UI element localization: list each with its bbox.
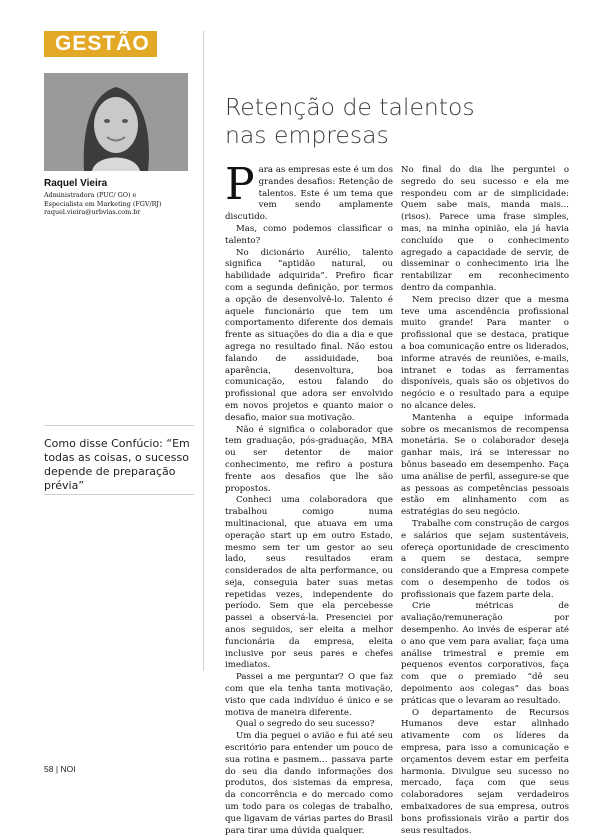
quote-top-rule (44, 425, 194, 426)
paragraph: Trabalhe com construção de cargos e salários que sejam sustentáveis, ofereça oportunidade de crescimento a quem se destaca, sempre considerando que a Empresa compete com o desempenho de todos os profissionais que fazem parte dela. (401, 518, 569, 600)
paragraph: No dicionário Aurélio, talento significa “aptidão natural, ou habilidade adquirida”. Prefiro ficar com a segunda definição, por termos a opção de desenvolvê-lo. Talento é aquele funcionário que tem um comportamento diferente dos demais frente as situações do dia a dia e que agrega no resultado final. Não estou falando de assiduidade, boa aparência, desenvoltura, boa comunicação, estou falando do profissional que adora ser envolvido em novos projetos e quanto maior o desafio, maior sua motivação. (225, 247, 393, 423)
quote-bottom-rule (44, 494, 194, 495)
article-column-1 (225, 159, 393, 837)
magazine-name: NOI (60, 764, 76, 774)
article-title: Retenção de talentos nas empresas (225, 93, 475, 149)
paragraph: Passei a me perguntar? O que faz com que ela tenha tanta motivação, visto que cada indivíduo é único e se motiva de maneira diferente. (225, 672, 393, 718)
drop-cap: P (225, 159, 255, 210)
paragraph: Não é significa o colaborador que tem graduação, pós-graduação, MBA ou ser detentor de maior conhecimento, me refiro a postura frente aos desafios que lhe são propostos. (225, 424, 393, 494)
pull-quote: Como disse Confúcio: “Em todas as coisas, o sucesso depende de preparação prévia” (44, 437, 190, 492)
paragraph: Nem preciso dizer que a mesma teve uma ascendência profissional muito grande! Para manter o profissional que se destaca, pratique a boa comunicação entre os liderados, informe através de reuniões, e-mails, intranet e todas as ferramentas disponíveis, quais são os objetivos do negócio e o resultado para a equipe no alcance deles. (401, 294, 569, 411)
author-photo (44, 73, 188, 171)
page-footer (44, 764, 76, 774)
paragraph: O departamento de Recursos Humanos deve estar alinhado ativamente com os líderes da empresa, para isso a comunicação e orçamentos devem estar em perfeita harmonia. Divulgue seu sucesso no mercado, faça com que seus colaboradores sejam verdadeiros embaixadores de sua empresa, outros bons profissionais virão a partir dos seus resultados. (401, 707, 569, 836)
author-email: raquel.vieira@urbvias.com.br (44, 208, 141, 216)
article-column-2 (401, 165, 569, 837)
paragraph: Um dia peguei o avião e fui até seu escritório para entender um pouco de sua rotina e pasmem... passava parte do seu dia dando informações dos produtos, dos sistemas da empresa, da concorrência e do mercado como um todo para os colegas de trabalho, que ligavam de várias partes do Brasil para tirar uma dúvida qualquer. (225, 731, 393, 836)
page-number: 58 (44, 764, 54, 774)
author-credential-2: Especialista em Marketing (FGV/RJ) (44, 199, 162, 208)
footer-separator: | (55, 764, 59, 774)
paragraph: Qual o segredo do seu sucesso? (236, 719, 375, 730)
paragraph: Para as empresas este é um dos grandes desafios: Retenção de talentos. Este é um tema que vem sendo amplamente discutido. (225, 159, 393, 223)
column-divider (203, 31, 204, 671)
author-name: Raquel Vieira (44, 178, 108, 189)
author-info (44, 178, 200, 217)
paragraph: Crie métricas de avaliação/remuneração por desempenho. Ao invés de esperar até o ano que vem para avaliar, faça uma análise trimestral e premie em pequenos eventos corporativos, faça com que o premiado “dê seu depoimento aos colegas” das boas práticas que o levaram ao resultado. (401, 601, 569, 706)
paragraph: Mas, como podemos classificar o talento? (225, 223, 393, 246)
paragraph: No final do dia lhe perguntei o segredo do seu sucesso e ela me respondeu com ar de simplicidade: Quem sabe mais, manda mais... (risos). Parece uma frase simples, mas, na minha opinião, ela já havia concluído que o conhecimento agregado a capacidade de servir, de disseminar o conhecimento iria lhe rentabilizar em reconhecimento dentro da companhia. (401, 165, 569, 293)
portrait-image (44, 73, 188, 171)
paragraph: Conheci uma colaboradora que trabalhou comigo numa multinacional, que atuava em uma operação start up em outro Estado, mesmo sem ter um gestor ao seu lado, seus resultados eram considerados de alta performance, ou seja, conseguia bater suas metas repetidas vezes, independente do período. Sem que ela percebesse passei a observá-la. Presenciei por anos seguidos, ser eleita a melhor funcionária da empresa, eleita inclusive por seus pares e chefes imediatos. (225, 495, 393, 671)
author-credential-1: Administradora (PUC/ GO) e (44, 191, 137, 199)
paragraph: Mantenha a equipe informada sobre os mecanismos de recompensa monetária. Se o colaborador deseja ganhar mais, irá se interessar no bônus baseado em desempenho. Faça uma análise de perfil, assegure-se que as pessoas as competências pessoais estão em alinhamento com as estratégias do seu negócio. (401, 412, 569, 518)
section-label: GESTÃO (44, 31, 157, 57)
